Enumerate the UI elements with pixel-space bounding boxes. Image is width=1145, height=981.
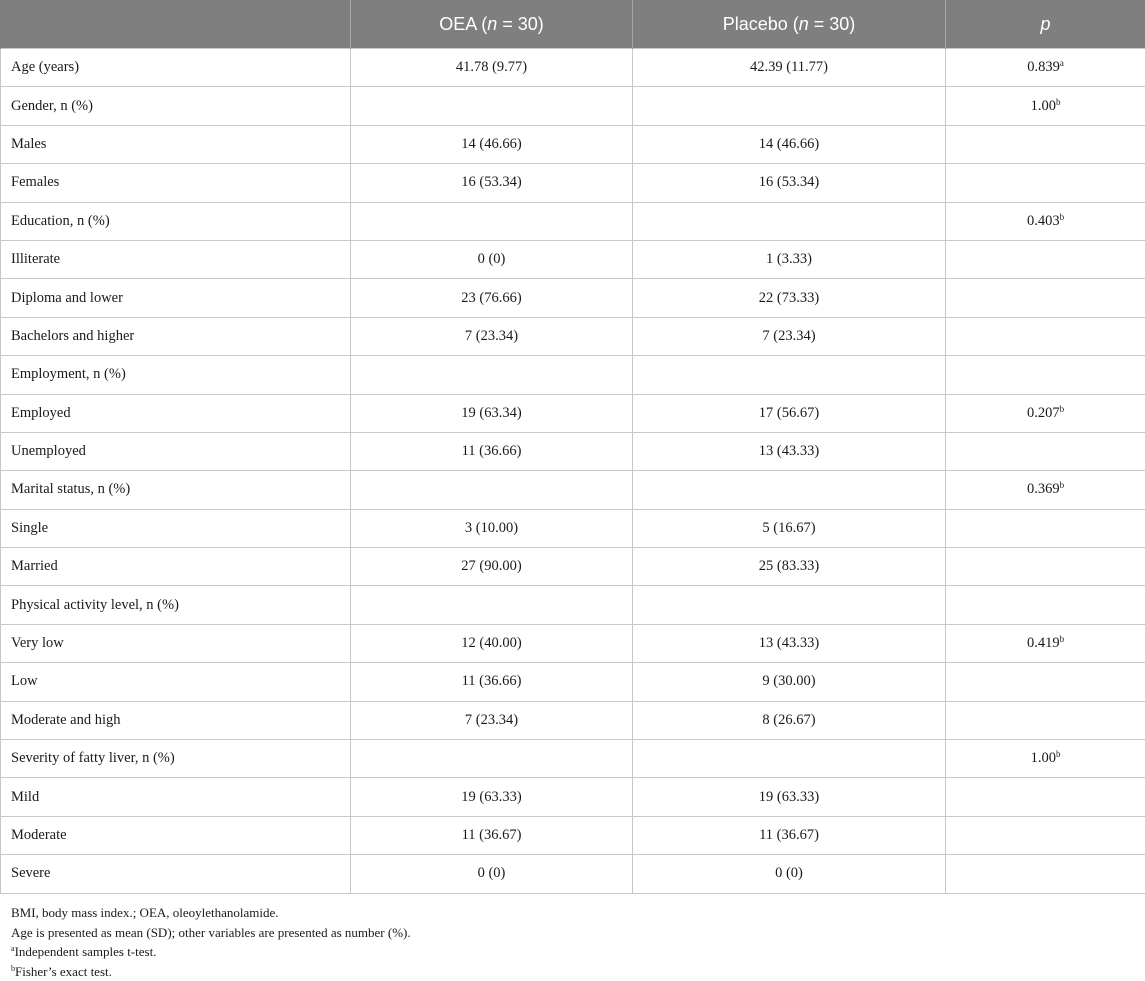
row-placebo-value: 22 (73.33) bbox=[633, 279, 946, 317]
row-p-value bbox=[946, 394, 1145, 432]
p-value-footnote-mark: b bbox=[1060, 480, 1065, 490]
row-oea-value: 3 (10.00) bbox=[351, 509, 633, 547]
row-label: Gender, n (%) bbox=[1, 87, 351, 125]
footnote-a-text: Independent samples t-test. bbox=[15, 944, 157, 959]
table-row bbox=[1, 509, 1145, 547]
table-row bbox=[1, 356, 1145, 394]
header-row bbox=[1, 0, 1145, 49]
row-p-value bbox=[946, 87, 1145, 125]
table-row bbox=[1, 740, 1145, 778]
header-oea-rest: = 30) bbox=[497, 14, 544, 34]
row-p-value bbox=[946, 125, 1145, 163]
row-p-value bbox=[946, 740, 1145, 778]
row-p-value bbox=[946, 778, 1145, 816]
row-oea-value bbox=[351, 740, 633, 778]
row-placebo-value: 5 (16.67) bbox=[633, 509, 946, 547]
footnote-a-mark: a bbox=[11, 944, 15, 953]
row-label: Females bbox=[1, 164, 351, 202]
header-oea-n: n bbox=[487, 14, 497, 34]
table-row bbox=[1, 432, 1145, 470]
table-row bbox=[1, 317, 1145, 355]
row-label: Moderate and high bbox=[1, 701, 351, 739]
row-oea-value: 23 (76.66) bbox=[351, 279, 633, 317]
footnote-b-mark: b bbox=[11, 964, 15, 973]
row-label: Education, n (%) bbox=[1, 202, 351, 240]
p-value-text: 0.403 bbox=[1027, 213, 1060, 229]
row-placebo-value: 17 (56.67) bbox=[633, 394, 946, 432]
row-oea-value: 11 (36.67) bbox=[351, 816, 633, 854]
row-oea-value: 27 (90.00) bbox=[351, 548, 633, 586]
row-placebo-value: 25 (83.33) bbox=[633, 548, 946, 586]
header-placebo-name: Placebo ( bbox=[723, 14, 799, 34]
p-value-text: 0.419 bbox=[1027, 635, 1060, 651]
table-body bbox=[1, 49, 1145, 894]
row-label: Very low bbox=[1, 624, 351, 662]
row-oea-value: 41.78 (9.77) bbox=[351, 49, 633, 87]
row-placebo-value bbox=[633, 471, 946, 509]
header-placebo-n: n bbox=[799, 14, 809, 34]
row-placebo-value: 1 (3.33) bbox=[633, 240, 946, 278]
row-label: Physical activity level, n (%) bbox=[1, 586, 351, 624]
row-placebo-value: 9 (30.00) bbox=[633, 663, 946, 701]
table-row bbox=[1, 279, 1145, 317]
row-label: Severity of fatty liver, n (%) bbox=[1, 740, 351, 778]
row-oea-value: 14 (46.66) bbox=[351, 125, 633, 163]
row-oea-value bbox=[351, 356, 633, 394]
row-placebo-value: 13 (43.33) bbox=[633, 624, 946, 662]
row-p-value bbox=[946, 164, 1145, 202]
p-value-text: 0.369 bbox=[1027, 481, 1060, 497]
header-variable bbox=[1, 0, 351, 49]
row-oea-value bbox=[351, 87, 633, 125]
row-placebo-value bbox=[633, 740, 946, 778]
row-label: Marital status, n (%) bbox=[1, 471, 351, 509]
row-placebo-value: 42.39 (11.77) bbox=[633, 49, 946, 87]
row-placebo-value: 11 (36.67) bbox=[633, 816, 946, 854]
table-row bbox=[1, 202, 1145, 240]
row-p-value bbox=[946, 816, 1145, 854]
row-p-value bbox=[946, 624, 1145, 662]
row-p-value bbox=[946, 240, 1145, 278]
row-label: Moderate bbox=[1, 816, 351, 854]
row-p-value bbox=[946, 317, 1145, 355]
row-label: Mild bbox=[1, 778, 351, 816]
p-value-footnote-mark: b bbox=[1056, 749, 1061, 759]
row-oea-value: 0 (0) bbox=[351, 855, 633, 893]
p-value-text: 1.00 bbox=[1031, 98, 1056, 114]
row-p-value bbox=[946, 586, 1145, 624]
row-p-value bbox=[946, 202, 1145, 240]
row-oea-value: 19 (63.34) bbox=[351, 394, 633, 432]
row-placebo-value bbox=[633, 586, 946, 624]
row-placebo-value bbox=[633, 87, 946, 125]
row-label: Severe bbox=[1, 855, 351, 893]
footnote-b bbox=[11, 962, 411, 981]
footnote-abbreviations: BMI, body mass index.; OEA, oleoylethanolamide. bbox=[11, 903, 411, 923]
p-value-text: 0.207 bbox=[1027, 405, 1060, 421]
row-oea-value: 19 (63.33) bbox=[351, 778, 633, 816]
p-value-footnote-mark: b bbox=[1056, 97, 1061, 107]
row-oea-value bbox=[351, 586, 633, 624]
row-label: Low bbox=[1, 663, 351, 701]
row-oea-value: 7 (23.34) bbox=[351, 317, 633, 355]
row-label: Married bbox=[1, 548, 351, 586]
table-header bbox=[1, 0, 1145, 49]
header-placebo bbox=[633, 0, 946, 49]
row-oea-value bbox=[351, 471, 633, 509]
row-placebo-value bbox=[633, 356, 946, 394]
table-row bbox=[1, 816, 1145, 854]
table-row bbox=[1, 164, 1145, 202]
row-oea-value: 0 (0) bbox=[351, 240, 633, 278]
table-row bbox=[1, 394, 1145, 432]
table-row bbox=[1, 778, 1145, 816]
row-p-value bbox=[946, 356, 1145, 394]
footnote-presentation: Age is presented as mean (SD); other variables are presented as number (%). bbox=[11, 923, 411, 943]
row-p-value bbox=[946, 855, 1145, 893]
footnote-a bbox=[11, 942, 411, 962]
table-row bbox=[1, 701, 1145, 739]
row-p-value bbox=[946, 432, 1145, 470]
row-oea-value: 7 (23.34) bbox=[351, 701, 633, 739]
row-label: Employment, n (%) bbox=[1, 356, 351, 394]
p-value-text: 0.839 bbox=[1027, 59, 1060, 75]
row-placebo-value: 14 (46.66) bbox=[633, 125, 946, 163]
table-row bbox=[1, 471, 1145, 509]
table-row bbox=[1, 663, 1145, 701]
p-value-text: 1.00 bbox=[1031, 750, 1056, 766]
row-label: Bachelors and higher bbox=[1, 317, 351, 355]
row-placebo-value: 8 (26.67) bbox=[633, 701, 946, 739]
row-label: Single bbox=[1, 509, 351, 547]
row-label: Unemployed bbox=[1, 432, 351, 470]
table-row bbox=[1, 87, 1145, 125]
row-p-value bbox=[946, 701, 1145, 739]
row-placebo-value bbox=[633, 202, 946, 240]
row-label: Diploma and lower bbox=[1, 279, 351, 317]
header-oea bbox=[351, 0, 633, 49]
table-row bbox=[1, 125, 1145, 163]
p-value-footnote-mark: a bbox=[1060, 58, 1064, 68]
row-placebo-value: 0 (0) bbox=[633, 855, 946, 893]
header-oea-name: OEA ( bbox=[439, 14, 487, 34]
row-oea-value: 11 (36.66) bbox=[351, 432, 633, 470]
table-row bbox=[1, 240, 1145, 278]
row-p-value bbox=[946, 509, 1145, 547]
row-placebo-value: 19 (63.33) bbox=[633, 778, 946, 816]
row-label: Employed bbox=[1, 394, 351, 432]
table-row bbox=[1, 586, 1145, 624]
table-footnotes bbox=[11, 903, 411, 981]
row-label: Illiterate bbox=[1, 240, 351, 278]
row-placebo-value: 7 (23.34) bbox=[633, 317, 946, 355]
row-oea-value: 12 (40.00) bbox=[351, 624, 633, 662]
row-p-value bbox=[946, 471, 1145, 509]
table-row bbox=[1, 855, 1145, 893]
header-p bbox=[946, 0, 1145, 49]
p-value-footnote-mark: b bbox=[1060, 212, 1065, 222]
row-label: Males bbox=[1, 125, 351, 163]
row-label: Age (years) bbox=[1, 49, 351, 87]
p-value-footnote-mark: b bbox=[1060, 634, 1065, 644]
table-row bbox=[1, 624, 1145, 662]
row-placebo-value: 16 (53.34) bbox=[633, 164, 946, 202]
row-oea-value: 16 (53.34) bbox=[351, 164, 633, 202]
row-p-value bbox=[946, 279, 1145, 317]
footnote-b-text: Fisher’s exact test. bbox=[15, 964, 112, 979]
row-oea-value bbox=[351, 202, 633, 240]
header-p-label: p bbox=[1040, 14, 1050, 34]
header-placebo-rest: = 30) bbox=[809, 14, 856, 34]
p-value-footnote-mark: b bbox=[1060, 404, 1065, 414]
row-p-value bbox=[946, 548, 1145, 586]
row-p-value bbox=[946, 663, 1145, 701]
table-row bbox=[1, 49, 1145, 87]
table-row bbox=[1, 548, 1145, 586]
row-p-value bbox=[946, 49, 1145, 87]
row-oea-value: 11 (36.66) bbox=[351, 663, 633, 701]
row-placebo-value: 13 (43.33) bbox=[633, 432, 946, 470]
